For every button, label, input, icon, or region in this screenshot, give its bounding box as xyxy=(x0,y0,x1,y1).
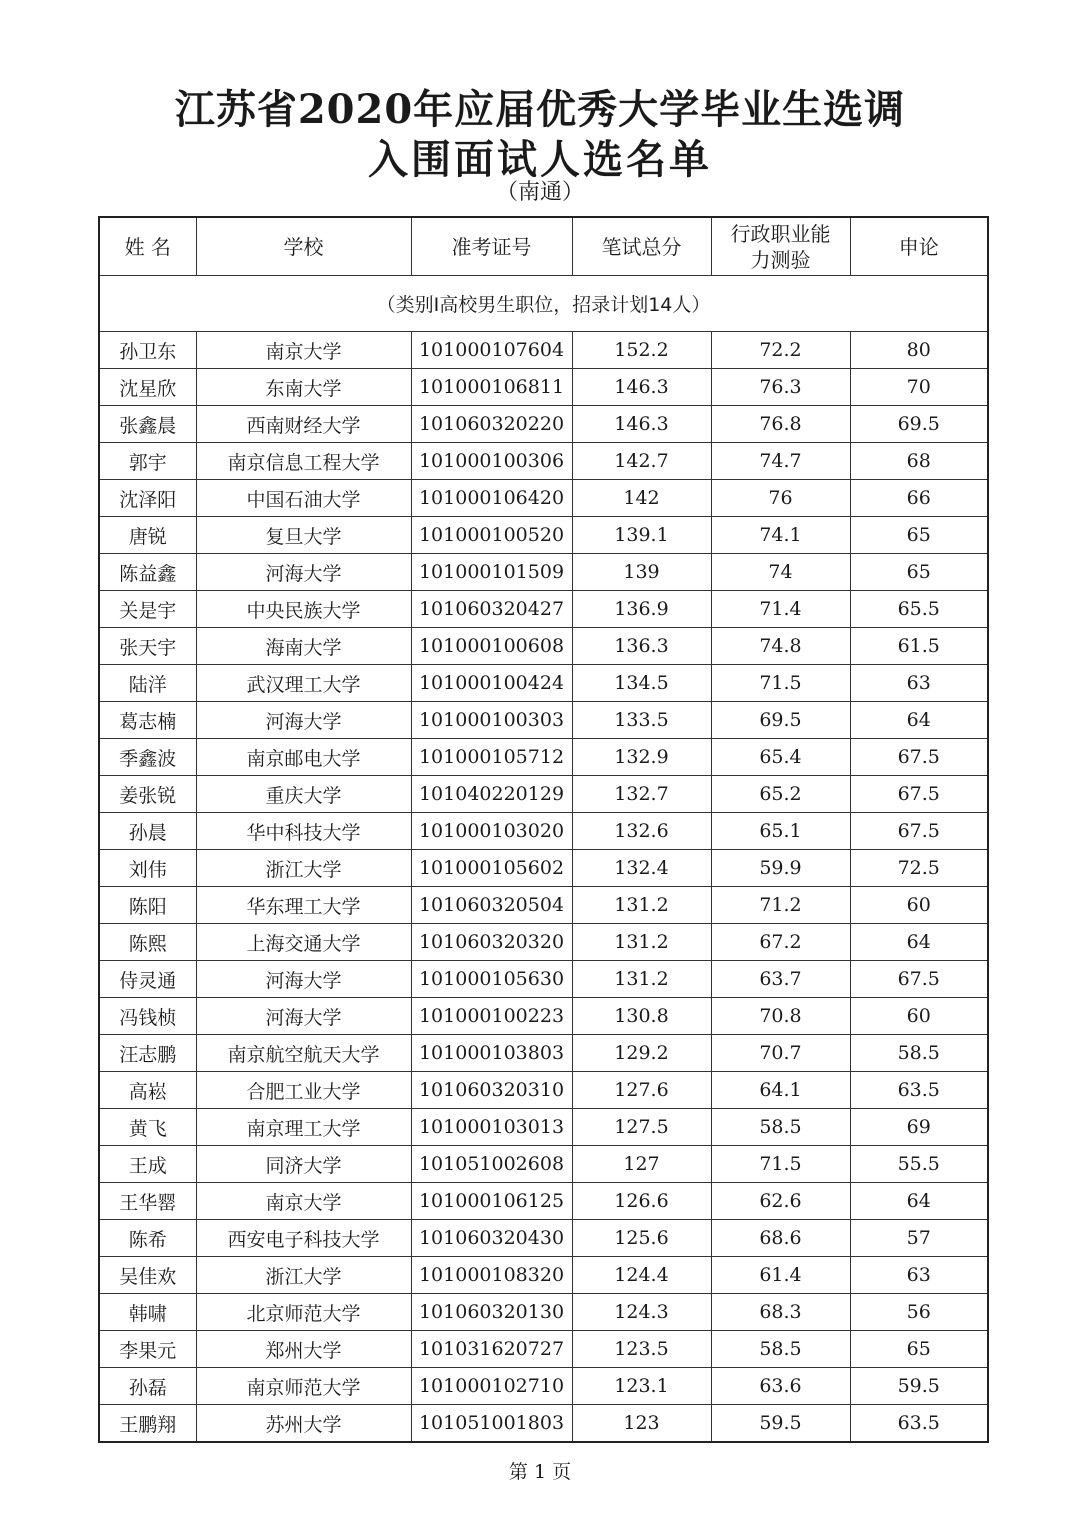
cell-exam-id: 101040220129 xyxy=(411,776,572,813)
cell-school: 合肥工业大学 xyxy=(196,1072,411,1109)
table-row xyxy=(99,480,988,517)
cell-exam-id: 101000100424 xyxy=(411,665,572,702)
cell-school: 河海大学 xyxy=(196,998,411,1035)
cell-exam-id: 101000103803 xyxy=(411,1035,572,1072)
cell-total-score: 132.9 xyxy=(572,739,711,776)
cell-name: 侍灵通 xyxy=(99,961,196,998)
cell-aptitude-score: 58.5 xyxy=(711,1331,850,1368)
cell-exam-id: 101060320310 xyxy=(411,1072,572,1109)
cell-total-score: 125.6 xyxy=(572,1220,711,1257)
cell-school: 华中科技大学 xyxy=(196,813,411,850)
cell-essay-score: 64 xyxy=(850,702,988,739)
cell-school: 重庆大学 xyxy=(196,776,411,813)
cell-aptitude-score: 76.3 xyxy=(711,369,850,406)
cell-exam-id: 101060320430 xyxy=(411,1220,572,1257)
cell-essay-score: 67.5 xyxy=(850,739,988,776)
cell-essay-score: 66 xyxy=(850,480,988,517)
cell-essay-score: 65 xyxy=(850,554,988,591)
cell-exam-id: 101000103013 xyxy=(411,1109,572,1146)
cell-aptitude-score: 63.7 xyxy=(711,961,850,998)
cell-school: 南京航空航天大学 xyxy=(196,1035,411,1072)
cell-aptitude-score: 74 xyxy=(711,554,850,591)
cell-name: 黄飞 xyxy=(99,1109,196,1146)
table-row xyxy=(99,1072,988,1109)
cell-exam-id: 101000100223 xyxy=(411,998,572,1035)
cell-name: 葛志楠 xyxy=(99,702,196,739)
cell-exam-id: 101000100520 xyxy=(411,517,572,554)
table-row xyxy=(99,887,988,924)
cell-total-score: 129.2 xyxy=(572,1035,711,1072)
cell-exam-id: 101060320504 xyxy=(411,887,572,924)
header-school: 学校 xyxy=(196,217,411,276)
cell-school: 河海大学 xyxy=(196,554,411,591)
cell-total-score: 132.4 xyxy=(572,850,711,887)
header-total-score: 笔试总分 xyxy=(572,217,711,276)
cell-essay-score: 65 xyxy=(850,517,988,554)
cell-total-score: 123 xyxy=(572,1405,711,1443)
cell-total-score: 146.3 xyxy=(572,406,711,443)
cell-aptitude-score: 68.3 xyxy=(711,1294,850,1331)
cell-essay-score: 55.5 xyxy=(850,1146,988,1183)
cell-name: 陈益鑫 xyxy=(99,554,196,591)
cell-aptitude-score: 74.1 xyxy=(711,517,850,554)
cell-school: 南京邮电大学 xyxy=(196,739,411,776)
cell-exam-id: 101000101509 xyxy=(411,554,572,591)
cell-total-score: 123.5 xyxy=(572,1331,711,1368)
cell-exam-id: 101000105602 xyxy=(411,850,572,887)
cell-exam-id: 101060320220 xyxy=(411,406,572,443)
cell-total-score: 142.7 xyxy=(572,443,711,480)
cell-name: 刘伟 xyxy=(99,850,196,887)
cell-aptitude-score: 71.5 xyxy=(711,1146,850,1183)
cell-name: 孙卫东 xyxy=(99,332,196,369)
cell-essay-score: 80 xyxy=(850,332,988,369)
region-label: （南通） xyxy=(495,180,584,205)
cell-name: 陈熙 xyxy=(99,924,196,961)
cell-essay-score: 70 xyxy=(850,369,988,406)
cell-total-score: 127 xyxy=(572,1146,711,1183)
cell-total-score: 139.1 xyxy=(572,517,711,554)
cell-essay-score: 65.5 xyxy=(850,591,988,628)
cell-exam-id: 101000107604 xyxy=(411,332,572,369)
cell-name: 张鑫晨 xyxy=(99,406,196,443)
cell-total-score: 136.3 xyxy=(572,628,711,665)
cell-essay-score: 67.5 xyxy=(850,813,988,850)
table-row xyxy=(99,591,988,628)
cell-total-score: 124.3 xyxy=(572,1294,711,1331)
cell-exam-id: 101000108320 xyxy=(411,1257,572,1294)
cell-aptitude-score: 72.2 xyxy=(711,332,850,369)
cell-exam-id: 101000105630 xyxy=(411,961,572,998)
cell-essay-score: 57 xyxy=(850,1220,988,1257)
table-row xyxy=(99,1405,988,1443)
cell-school: 苏州大学 xyxy=(196,1405,411,1443)
cell-essay-score: 58.5 xyxy=(850,1035,988,1072)
cell-name: 唐锐 xyxy=(99,517,196,554)
document-subtitle: 入围面试人选名单 xyxy=(368,136,712,183)
cell-total-score: 132.7 xyxy=(572,776,711,813)
table-row xyxy=(99,1146,988,1183)
candidate-table xyxy=(98,216,989,1443)
cell-name: 王成 xyxy=(99,1146,196,1183)
cell-total-score: 136.9 xyxy=(572,591,711,628)
cell-aptitude-score: 63.6 xyxy=(711,1368,850,1405)
header-essay: 申论 xyxy=(850,217,988,276)
cell-name: 韩啸 xyxy=(99,1294,196,1331)
table-row xyxy=(99,850,988,887)
header-aptitude-test: 行政职业能力测验 xyxy=(711,217,850,276)
category-row xyxy=(99,276,988,332)
cell-essay-score: 69 xyxy=(850,1109,988,1146)
table-row xyxy=(99,628,988,665)
cell-aptitude-score: 65.1 xyxy=(711,813,850,850)
cell-essay-score: 67.5 xyxy=(850,776,988,813)
cell-school: 华东理工大学 xyxy=(196,887,411,924)
table-row xyxy=(99,1183,988,1220)
cell-school: 郑州大学 xyxy=(196,1331,411,1368)
cell-name: 郭宇 xyxy=(99,443,196,480)
cell-essay-score: 63 xyxy=(850,665,988,702)
cell-school: 浙江大学 xyxy=(196,850,411,887)
category-label: （类别I高校男生职位，招录计划14人） xyxy=(99,276,988,332)
header-exam-id: 准考证号 xyxy=(411,217,572,276)
cell-exam-id: 101000106420 xyxy=(411,480,572,517)
cell-name: 陆洋 xyxy=(99,665,196,702)
cell-total-score: 126.6 xyxy=(572,1183,711,1220)
cell-total-score: 131.2 xyxy=(572,924,711,961)
cell-name: 汪志鹏 xyxy=(99,1035,196,1072)
table-row xyxy=(99,1220,988,1257)
cell-name: 吴佳欢 xyxy=(99,1257,196,1294)
cell-total-score: 127.5 xyxy=(572,1109,711,1146)
cell-total-score: 123.1 xyxy=(572,1368,711,1405)
cell-total-score: 127.6 xyxy=(572,1072,711,1109)
cell-essay-score: 64 xyxy=(850,924,988,961)
table-header-row xyxy=(99,217,988,276)
document-title: 江苏省2020年应届优秀大学毕业生选调 xyxy=(174,86,906,133)
cell-name: 高崧 xyxy=(99,1072,196,1109)
cell-aptitude-score: 70.8 xyxy=(711,998,850,1035)
table-row xyxy=(99,702,988,739)
cell-exam-id: 101000100306 xyxy=(411,443,572,480)
cell-school: 南京师范大学 xyxy=(196,1368,411,1405)
cell-exam-id: 101051002608 xyxy=(411,1146,572,1183)
cell-essay-score: 63.5 xyxy=(850,1405,988,1443)
cell-exam-id: 101000106125 xyxy=(411,1183,572,1220)
cell-exam-id: 101031620727 xyxy=(411,1331,572,1368)
cell-school: 南京信息工程大学 xyxy=(196,443,411,480)
table-row xyxy=(99,1257,988,1294)
cell-total-score: 131.2 xyxy=(572,961,711,998)
table-row xyxy=(99,813,988,850)
table-row xyxy=(99,1035,988,1072)
cell-essay-score: 61.5 xyxy=(850,628,988,665)
table-row xyxy=(99,332,988,369)
cell-name: 关是宇 xyxy=(99,591,196,628)
cell-essay-score: 63 xyxy=(850,1257,988,1294)
cell-essay-score: 69.5 xyxy=(850,406,988,443)
table-row xyxy=(99,517,988,554)
cell-name: 张天宇 xyxy=(99,628,196,665)
cell-exam-id: 101060320427 xyxy=(411,591,572,628)
cell-aptitude-score: 69.5 xyxy=(711,702,850,739)
cell-name: 王华罂 xyxy=(99,1183,196,1220)
cell-essay-score: 64 xyxy=(850,1183,988,1220)
cell-aptitude-score: 62.6 xyxy=(711,1183,850,1220)
table-row xyxy=(99,998,988,1035)
cell-essay-score: 68 xyxy=(850,443,988,480)
cell-total-score: 133.5 xyxy=(572,702,711,739)
cell-aptitude-score: 74.7 xyxy=(711,443,850,480)
cell-essay-score: 65 xyxy=(850,1331,988,1368)
cell-aptitude-score: 68.6 xyxy=(711,1220,850,1257)
cell-school: 西安电子科技大学 xyxy=(196,1220,411,1257)
cell-school: 北京师范大学 xyxy=(196,1294,411,1331)
cell-aptitude-score: 70.7 xyxy=(711,1035,850,1072)
cell-name: 陈希 xyxy=(99,1220,196,1257)
page-number: 第 1 页 xyxy=(508,1461,572,1483)
cell-name: 季鑫波 xyxy=(99,739,196,776)
cell-total-score: 131.2 xyxy=(572,887,711,924)
cell-name: 沈泽阳 xyxy=(99,480,196,517)
cell-aptitude-score: 65.2 xyxy=(711,776,850,813)
table-row xyxy=(99,776,988,813)
table-row xyxy=(99,1109,988,1146)
cell-school: 南京理工大学 xyxy=(196,1109,411,1146)
cell-aptitude-score: 71.2 xyxy=(711,887,850,924)
cell-exam-id: 101051001803 xyxy=(411,1405,572,1443)
cell-total-score: 134.5 xyxy=(572,665,711,702)
cell-name: 李果元 xyxy=(99,1331,196,1368)
cell-school: 南京大学 xyxy=(196,1183,411,1220)
cell-aptitude-score: 67.2 xyxy=(711,924,850,961)
table-row xyxy=(99,739,988,776)
table-row xyxy=(99,1331,988,1368)
cell-name: 沈星欣 xyxy=(99,369,196,406)
cell-exam-id: 101000102710 xyxy=(411,1368,572,1405)
cell-name: 孙晨 xyxy=(99,813,196,850)
cell-school: 河海大学 xyxy=(196,702,411,739)
cell-essay-score: 59.5 xyxy=(850,1368,988,1405)
table-row xyxy=(99,961,988,998)
cell-name: 王鹏翔 xyxy=(99,1405,196,1443)
cell-exam-id: 101000103020 xyxy=(411,813,572,850)
cell-name: 孙磊 xyxy=(99,1368,196,1405)
cell-total-score: 124.4 xyxy=(572,1257,711,1294)
cell-total-score: 152.2 xyxy=(572,332,711,369)
cell-aptitude-score: 61.4 xyxy=(711,1257,850,1294)
cell-essay-score: 63.5 xyxy=(850,1072,988,1109)
table-row xyxy=(99,1294,988,1331)
table-row xyxy=(99,1368,988,1405)
table-row xyxy=(99,554,988,591)
cell-school: 海南大学 xyxy=(196,628,411,665)
cell-school: 东南大学 xyxy=(196,369,411,406)
cell-name: 姜张锐 xyxy=(99,776,196,813)
table-row xyxy=(99,665,988,702)
cell-school: 河海大学 xyxy=(196,961,411,998)
cell-aptitude-score: 71.5 xyxy=(711,665,850,702)
table-row xyxy=(99,924,988,961)
cell-aptitude-score: 76.8 xyxy=(711,406,850,443)
cell-essay-score: 72.5 xyxy=(850,850,988,887)
cell-aptitude-score: 59.9 xyxy=(711,850,850,887)
cell-essay-score: 60 xyxy=(850,998,988,1035)
cell-school: 中国石油大学 xyxy=(196,480,411,517)
cell-total-score: 132.6 xyxy=(572,813,711,850)
cell-school: 武汉理工大学 xyxy=(196,665,411,702)
cell-exam-id: 101060320320 xyxy=(411,924,572,961)
cell-school: 同济大学 xyxy=(196,1146,411,1183)
cell-school: 上海交通大学 xyxy=(196,924,411,961)
cell-aptitude-score: 58.5 xyxy=(711,1109,850,1146)
cell-school: 浙江大学 xyxy=(196,1257,411,1294)
cell-aptitude-score: 59.5 xyxy=(711,1405,850,1443)
cell-essay-score: 67.5 xyxy=(850,961,988,998)
cell-name: 冯钱桢 xyxy=(99,998,196,1035)
header-name: 姓 名 xyxy=(99,217,196,276)
cell-name: 陈阳 xyxy=(99,887,196,924)
cell-total-score: 146.3 xyxy=(572,369,711,406)
cell-essay-score: 56 xyxy=(850,1294,988,1331)
cell-aptitude-score: 65.4 xyxy=(711,739,850,776)
cell-school: 西南财经大学 xyxy=(196,406,411,443)
table-row xyxy=(99,406,988,443)
cell-school: 复旦大学 xyxy=(196,517,411,554)
cell-aptitude-score: 74.8 xyxy=(711,628,850,665)
cell-aptitude-score: 71.4 xyxy=(711,591,850,628)
cell-exam-id: 101060320130 xyxy=(411,1294,572,1331)
cell-total-score: 139 xyxy=(572,554,711,591)
cell-exam-id: 101000100303 xyxy=(411,702,572,739)
cell-aptitude-score: 64.1 xyxy=(711,1072,850,1109)
cell-exam-id: 101000100608 xyxy=(411,628,572,665)
cell-total-score: 130.8 xyxy=(572,998,711,1035)
cell-school: 南京大学 xyxy=(196,332,411,369)
cell-exam-id: 101000105712 xyxy=(411,739,572,776)
table-row xyxy=(99,443,988,480)
cell-essay-score: 60 xyxy=(850,887,988,924)
cell-total-score: 142 xyxy=(572,480,711,517)
cell-school: 中央民族大学 xyxy=(196,591,411,628)
table-row xyxy=(99,369,988,406)
cell-exam-id: 101000106811 xyxy=(411,369,572,406)
cell-aptitude-score: 76 xyxy=(711,480,850,517)
